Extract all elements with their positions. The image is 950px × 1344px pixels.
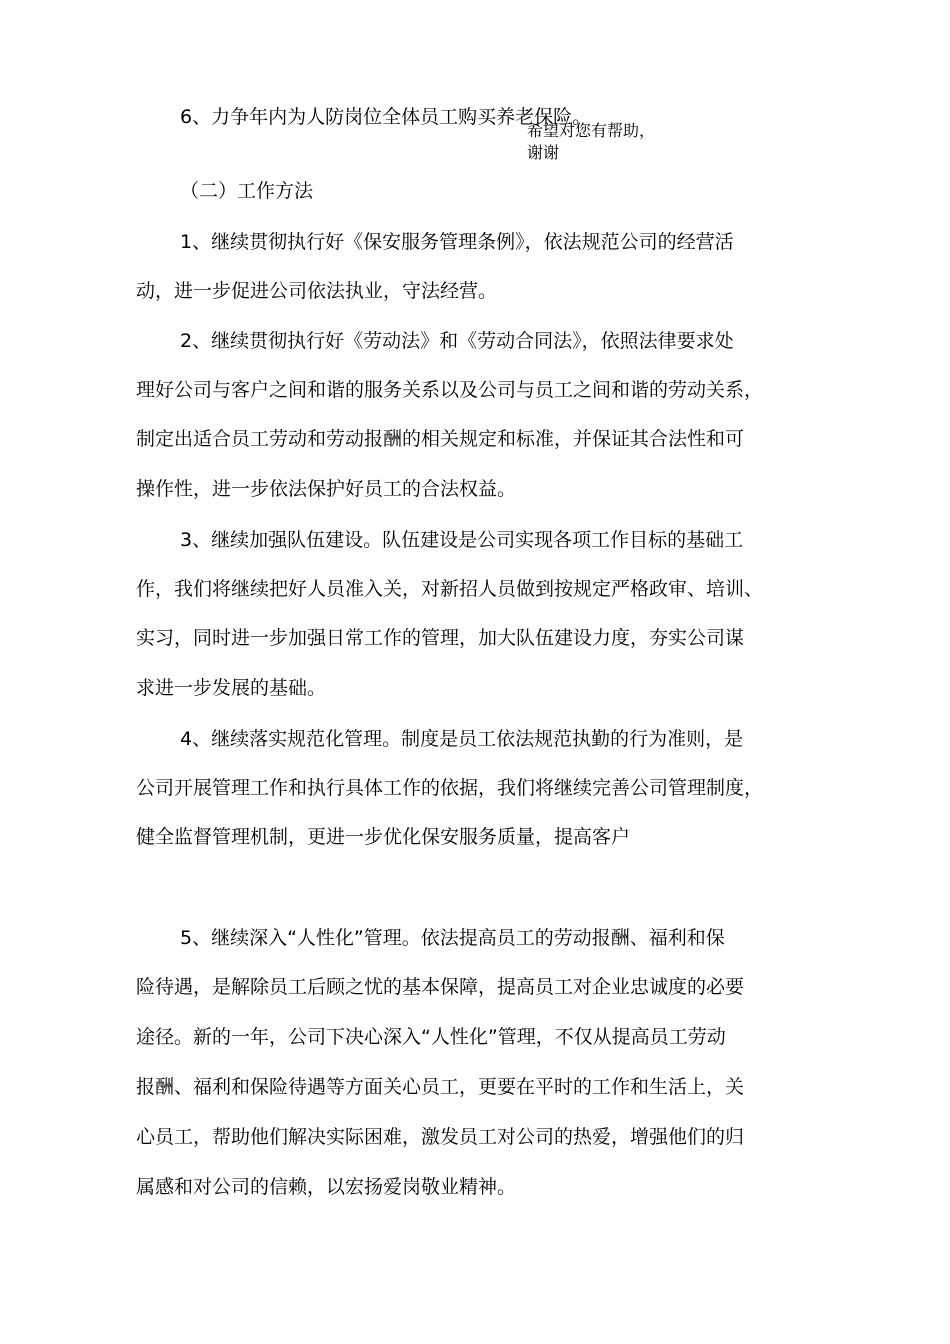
method-3-line-3: 实习，同时进一步加强日常工作的管理，加大队伍建设力度，夯实公司谋 bbox=[136, 627, 745, 649]
method-2-line-1: 2、继续贯彻执行好《劳动法》和《劳动合同法》，依照法律要求处 bbox=[180, 330, 734, 352]
method-5-line-3: 途径。新的一年，公司下决心深入“人性化”管理，不仅从提高员工劳动 bbox=[136, 1026, 726, 1048]
method-2-line-2: 理好公司与客户之间和谐的服务关系以及公司与员工之间和谐的劳动关系， bbox=[136, 379, 764, 401]
method-1-line-1: 1、继续贯彻执行好《保安服务管理条例》，依法规范公司的经营活 bbox=[180, 231, 734, 253]
method-4-line-1: 4、继续落实规范化管理。制度是员工依法规范执勤的行为准则，是 bbox=[180, 728, 744, 750]
header-note-line-1: 希望对您有帮助， bbox=[527, 121, 656, 140]
method-4-line-3: 健全监督管理机制，更进一步优化保安服务质量，提高客户 bbox=[136, 826, 631, 848]
method-5-line-5: 心员工，帮助他们解决实际困难，激发员工对公司的热爱，增强他们的归 bbox=[136, 1126, 745, 1148]
method-5-line-6: 属感和对公司的信赖，以宏扬爱岗敬业精神。 bbox=[136, 1176, 517, 1198]
header-note-line-2: 谢谢 bbox=[527, 143, 560, 162]
method-5-line-2: 险待遇，是解除员工后顾之忧的基本保障，提高员工对企业忠诚度的必要 bbox=[136, 976, 745, 998]
method-1-line-2: 动，进一步促进公司依法执业，守法经营。 bbox=[136, 280, 498, 302]
method-5-line-1: 5、继续深入“人性化”管理。依法提高员工的劳动报酬、福利和保 bbox=[180, 927, 725, 949]
method-2-line-4: 操作性，进一步依法保护好员工的合法权益。 bbox=[136, 478, 517, 500]
method-2-line-3: 制定出适合员工劳动和劳动报酬的相关规定和标准，并保证其合法性和可 bbox=[136, 428, 745, 450]
method-3-line-1: 3、继续加强队伍建设。队伍建设是公司实现各项工作目标的基础工 bbox=[180, 529, 744, 551]
section-heading: （二）工作方法 bbox=[180, 180, 314, 202]
item-6: 6、力争年内为人防岗位全体员工购买养老保险。 bbox=[180, 106, 592, 128]
method-3-line-4: 求进一步发展的基础。 bbox=[136, 677, 327, 699]
method-5-line-4: 报酬、福利和保险待遇等方面关心员工，更要在平时的工作和生活上，关 bbox=[136, 1076, 745, 1098]
method-4-line-2: 公司开展管理工作和执行具体工作的依据，我们将继续完善公司管理制度， bbox=[136, 777, 764, 799]
method-3-line-2: 作，我们将继续把好人员准入关，对新招人员做到按规定严格政审、培训、 bbox=[136, 578, 764, 600]
